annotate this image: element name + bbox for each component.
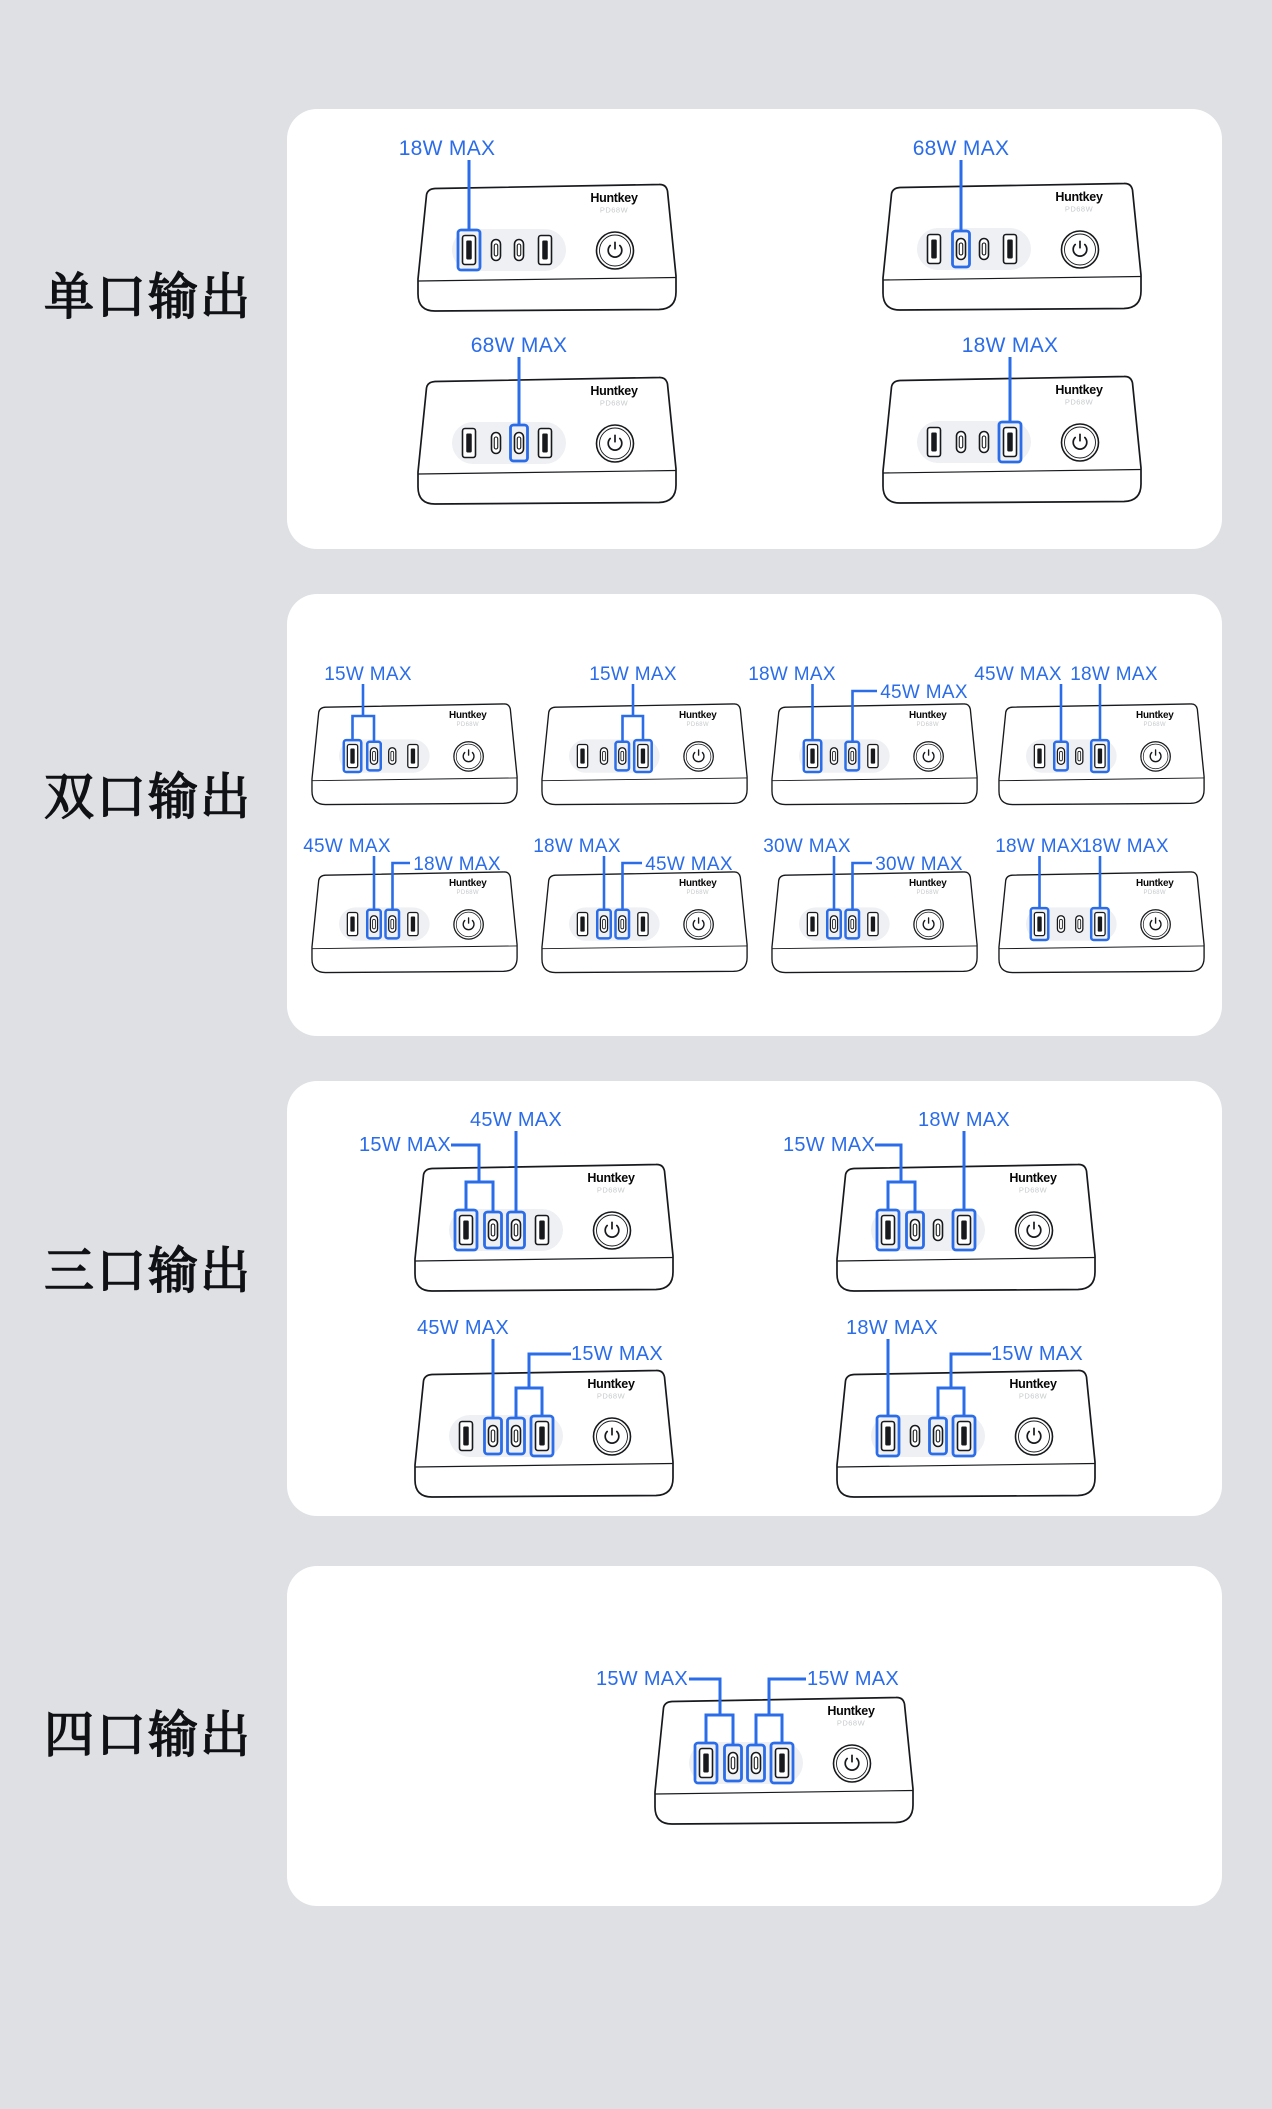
usb-c-port: [492, 240, 501, 261]
usb-a-port: [807, 913, 817, 936]
brand-logo: Huntkey: [587, 1171, 635, 1185]
usb-c-port: [830, 748, 837, 765]
charger-device: [542, 872, 747, 973]
usb-c-port: [1076, 916, 1083, 933]
usb-a-tongue: [542, 434, 548, 453]
brand-logo: Huntkey: [587, 1377, 635, 1391]
usb-c-port: [389, 748, 396, 765]
brand-logo: Huntkey: [1009, 1171, 1057, 1185]
charger-device: [312, 872, 517, 973]
usb-a-tongue: [1007, 433, 1013, 452]
usb-a-tongue: [871, 917, 875, 932]
callout-wattage-label: 45W MAX: [469, 1109, 563, 1131]
model-label: PD68W: [1018, 1185, 1048, 1195]
usb-c-outline: [934, 1426, 943, 1447]
usb-c-outline: [489, 1426, 498, 1447]
callout-wattage-label: 18W MAX: [1081, 836, 1169, 857]
callout-wattage-label: 18W MAX: [917, 1109, 1011, 1131]
usb-c-port: [729, 1753, 738, 1774]
usb-a-port: [1034, 745, 1044, 768]
callout-wattage-label: 45W MAX: [303, 836, 391, 857]
brand-logo: Huntkey: [449, 877, 487, 889]
model-label: PD68W: [686, 890, 710, 897]
usb-a-tongue: [810, 749, 814, 764]
brand-logo: Huntkey: [590, 384, 638, 398]
charger-device: [883, 376, 1141, 503]
usb-a-port: [776, 1749, 789, 1778]
usb-a-port: [536, 1216, 549, 1245]
usb-c-outline: [619, 916, 626, 933]
usb-c-port: [370, 748, 377, 765]
usb-a-port: [928, 428, 941, 457]
callout-wattage-label: 18W MAX: [398, 137, 496, 160]
charger-device: [418, 184, 676, 311]
callout-wattage-label: 18W MAX: [845, 1317, 939, 1339]
callout-wattage-label: 45W MAX: [645, 854, 733, 875]
usb-a-tongue: [871, 749, 875, 764]
usb-c-port: [911, 1220, 920, 1241]
section-heading-triple-port: 三口输出: [44, 1243, 252, 1299]
usb-a-port: [347, 913, 357, 936]
model-label: PD68W: [1064, 204, 1094, 214]
callout-wattage-label: 30W MAX: [875, 854, 963, 875]
usb-c-port: [600, 748, 607, 765]
charger-device: [999, 704, 1204, 805]
usb-a-port: [958, 1422, 971, 1451]
callout-wattage-label: 15W MAX: [806, 1668, 900, 1690]
usb-c-port: [515, 240, 524, 261]
usb-a-tongue: [466, 434, 472, 453]
usb-c-outline: [911, 1426, 920, 1447]
usb-c-port: [389, 916, 396, 933]
usb-a-port: [928, 235, 941, 264]
usb-c-port: [957, 239, 966, 260]
callout-wattage-label: 15W MAX: [990, 1343, 1084, 1365]
usb-a-port: [958, 1216, 971, 1245]
callout-wattage-label: 45W MAX: [416, 1317, 510, 1339]
usb-a-port: [408, 745, 418, 768]
card-canvas: [287, 1081, 1222, 1516]
usb-c-outline: [389, 748, 396, 765]
usb-a-tongue: [885, 1427, 891, 1446]
usb-c-port: [619, 748, 626, 765]
usb-a-port: [539, 236, 552, 265]
usb-a-port: [460, 1422, 473, 1451]
usb-a-tongue: [463, 1427, 469, 1446]
usb-a-port: [577, 745, 587, 768]
usb-c-port: [849, 748, 856, 765]
card-canvas: [287, 1566, 1222, 1906]
callout-wattage-label: 30W MAX: [763, 836, 851, 857]
usb-c-port: [1057, 916, 1064, 933]
brand-logo: Huntkey: [449, 709, 487, 721]
usb-a-tongue: [1007, 240, 1013, 259]
usb-c-outline: [370, 748, 377, 765]
quad-port-output-card: [287, 1566, 1222, 1906]
usb-c-port: [934, 1220, 943, 1241]
model-label: PD68W: [599, 398, 629, 408]
usb-a-tongue: [580, 749, 584, 764]
usb-a-port: [347, 745, 357, 768]
usb-c-outline: [911, 1220, 920, 1241]
callout-wattage-label: 18W MAX: [995, 836, 1083, 857]
charger-device: [772, 704, 977, 805]
usb-a-tongue: [931, 240, 937, 259]
charger-device: [772, 872, 977, 973]
usb-c-outline: [752, 1753, 761, 1774]
usb-c-outline: [512, 1426, 521, 1447]
callout-wattage-label: 15W MAX: [324, 664, 412, 685]
usb-c-outline: [600, 748, 607, 765]
usb-a-port: [463, 236, 476, 265]
usb-c-port: [849, 916, 856, 933]
usb-a-port: [1095, 745, 1105, 768]
usb-c-outline: [512, 1220, 521, 1241]
callout-wattage-label: 68W MAX: [470, 334, 568, 357]
usb-c-outline: [515, 433, 524, 454]
model-label: PD68W: [456, 722, 480, 729]
usb-c-port: [489, 1220, 498, 1241]
usb-a-tongue: [350, 917, 354, 932]
brand-logo: Huntkey: [1136, 709, 1174, 721]
usb-c-outline: [830, 748, 837, 765]
charger-device: [542, 704, 747, 805]
usb-a-tongue: [466, 241, 472, 260]
model-label: PD68W: [1018, 1391, 1048, 1401]
usb-c-outline: [515, 240, 524, 261]
usb-a-tongue: [703, 1754, 709, 1773]
model-label: PD68W: [916, 722, 940, 729]
usb-a-port: [536, 1422, 549, 1451]
callout-wattage-label: 18W MAX: [748, 664, 836, 685]
callout-wattage-label: 68W MAX: [912, 137, 1010, 160]
charger-device: [883, 183, 1141, 310]
usb-a-port: [1095, 913, 1105, 936]
usb-a-tongue: [411, 749, 415, 764]
callout-wattage-label: 45W MAX: [880, 682, 968, 703]
charger-device: [415, 1164, 673, 1291]
usb-a-port: [638, 913, 648, 936]
model-label: PD68W: [599, 205, 629, 215]
usb-c-outline: [934, 1220, 943, 1241]
usb-a-tongue: [539, 1427, 545, 1446]
model-label: PD68W: [596, 1391, 626, 1401]
usb-a-tongue: [1098, 917, 1102, 932]
usb-a-tongue: [539, 1221, 545, 1240]
usb-c-outline: [489, 1220, 498, 1241]
usb-c-port: [600, 916, 607, 933]
usb-a-tongue: [1037, 749, 1041, 764]
usb-a-port: [1004, 235, 1017, 264]
brand-logo: Huntkey: [1055, 190, 1103, 204]
usb-a-port: [882, 1422, 895, 1451]
model-label: PD68W: [836, 1718, 866, 1728]
callout-wattage-label: 15W MAX: [358, 1134, 452, 1156]
callout-wattage-label: 15W MAX: [595, 1668, 689, 1690]
usb-a-port: [868, 745, 878, 768]
usb-a-tongue: [810, 917, 814, 932]
usb-c-port: [934, 1426, 943, 1447]
usb-a-port: [577, 913, 587, 936]
usb-a-tongue: [641, 749, 645, 764]
usb-a-tongue: [411, 917, 415, 932]
usb-c-port: [957, 432, 966, 453]
usb-c-outline: [849, 748, 856, 765]
callout-wattage-label: 18W MAX: [1070, 664, 1158, 685]
brand-logo: Huntkey: [1009, 1377, 1057, 1391]
usb-c-port: [512, 1220, 521, 1241]
charger-device: [837, 1370, 1095, 1497]
model-label: PD68W: [916, 890, 940, 897]
usb-a-port: [868, 913, 878, 936]
charger-device: [418, 377, 676, 504]
model-label: PD68W: [1064, 397, 1094, 407]
callout-wattage-label: 18W MAX: [961, 334, 1059, 357]
single-port-output-card: [287, 109, 1222, 549]
section-heading-quad-port: 四口输出: [44, 1707, 252, 1763]
usb-a-tongue: [885, 1221, 891, 1240]
brand-logo: Huntkey: [679, 877, 717, 889]
usb-a-tongue: [463, 1221, 469, 1240]
usb-a-port: [460, 1216, 473, 1245]
charger-device: [999, 872, 1204, 973]
usb-c-port: [1076, 748, 1083, 765]
usb-a-port: [638, 745, 648, 768]
usb-c-port: [980, 432, 989, 453]
usb-a-tongue: [961, 1427, 967, 1446]
usb-a-tongue: [1098, 749, 1102, 764]
usb-a-tongue: [350, 749, 354, 764]
usb-c-outline: [957, 432, 966, 453]
usb-c-port: [911, 1426, 920, 1447]
model-label: PD68W: [596, 1185, 626, 1195]
callout-wattage-label: 18W MAX: [533, 836, 621, 857]
usb-a-tongue: [931, 433, 937, 452]
usb-a-port: [408, 913, 418, 936]
charger-device: [655, 1697, 913, 1824]
usb-a-port: [700, 1749, 713, 1778]
charger-device: [415, 1370, 673, 1497]
usb-c-port: [752, 1753, 761, 1774]
usb-c-outline: [849, 916, 856, 933]
usb-c-outline: [957, 239, 966, 260]
charger-device: [312, 704, 517, 805]
usb-c-outline: [370, 916, 377, 933]
usb-c-outline: [619, 748, 626, 765]
usb-c-outline: [729, 1753, 738, 1774]
usb-c-port: [619, 916, 626, 933]
callout-wattage-label: 15W MAX: [589, 664, 677, 685]
usb-a-port: [1004, 428, 1017, 457]
usb-c-outline: [1076, 748, 1083, 765]
section-heading-dual-port: 双口输出: [44, 769, 252, 825]
model-label: PD68W: [1143, 722, 1167, 729]
brand-logo: Huntkey: [679, 709, 717, 721]
usb-c-outline: [389, 916, 396, 933]
brand-logo: Huntkey: [827, 1704, 875, 1718]
usb-a-port: [1034, 913, 1044, 936]
callout-wattage-label: 15W MAX: [782, 1134, 876, 1156]
callout-wattage-label: 18W MAX: [413, 854, 501, 875]
usb-a-port: [882, 1216, 895, 1245]
usb-c-port: [492, 433, 501, 454]
usb-c-outline: [492, 433, 501, 454]
usb-c-outline: [1057, 916, 1064, 933]
model-label: PD68W: [686, 722, 710, 729]
usb-a-tongue: [641, 917, 645, 932]
usb-c-outline: [492, 240, 501, 261]
usb-c-port: [1057, 748, 1064, 765]
usb-c-outline: [600, 916, 607, 933]
card-canvas: [287, 109, 1222, 549]
usb-a-tongue: [1037, 917, 1041, 932]
usb-c-outline: [1076, 916, 1083, 933]
usb-a-port: [463, 429, 476, 458]
usb-c-port: [830, 916, 837, 933]
usb-a-port: [539, 429, 552, 458]
section-heading-single-port: 单口输出: [44, 269, 252, 325]
charger-device: [837, 1164, 1095, 1291]
usb-c-outline: [1057, 748, 1064, 765]
usb-c-outline: [980, 432, 989, 453]
usb-a-tongue: [542, 241, 548, 260]
usb-a-port: [807, 745, 817, 768]
usb-c-port: [980, 239, 989, 260]
usb-c-port: [370, 916, 377, 933]
brand-logo: Huntkey: [1136, 877, 1174, 889]
triple-port-output-card: [287, 1081, 1222, 1516]
brand-logo: Huntkey: [909, 877, 947, 889]
dual-port-output-card: [287, 594, 1222, 1036]
callout-wattage-label: 45W MAX: [974, 664, 1062, 685]
brand-logo: Huntkey: [909, 709, 947, 721]
model-label: PD68W: [456, 890, 480, 897]
brand-logo: Huntkey: [1055, 383, 1103, 397]
model-label: PD68W: [1143, 890, 1167, 897]
usb-c-port: [515, 433, 524, 454]
usb-c-outline: [980, 239, 989, 260]
usb-a-tongue: [779, 1754, 785, 1773]
brand-logo: Huntkey: [590, 191, 638, 205]
callout-wattage-label: 15W MAX: [570, 1343, 664, 1365]
usb-c-port: [512, 1426, 521, 1447]
usb-c-port: [489, 1426, 498, 1447]
usb-c-outline: [830, 916, 837, 933]
usb-a-tongue: [961, 1221, 967, 1240]
usb-a-tongue: [580, 917, 584, 932]
card-canvas: [287, 594, 1222, 1036]
